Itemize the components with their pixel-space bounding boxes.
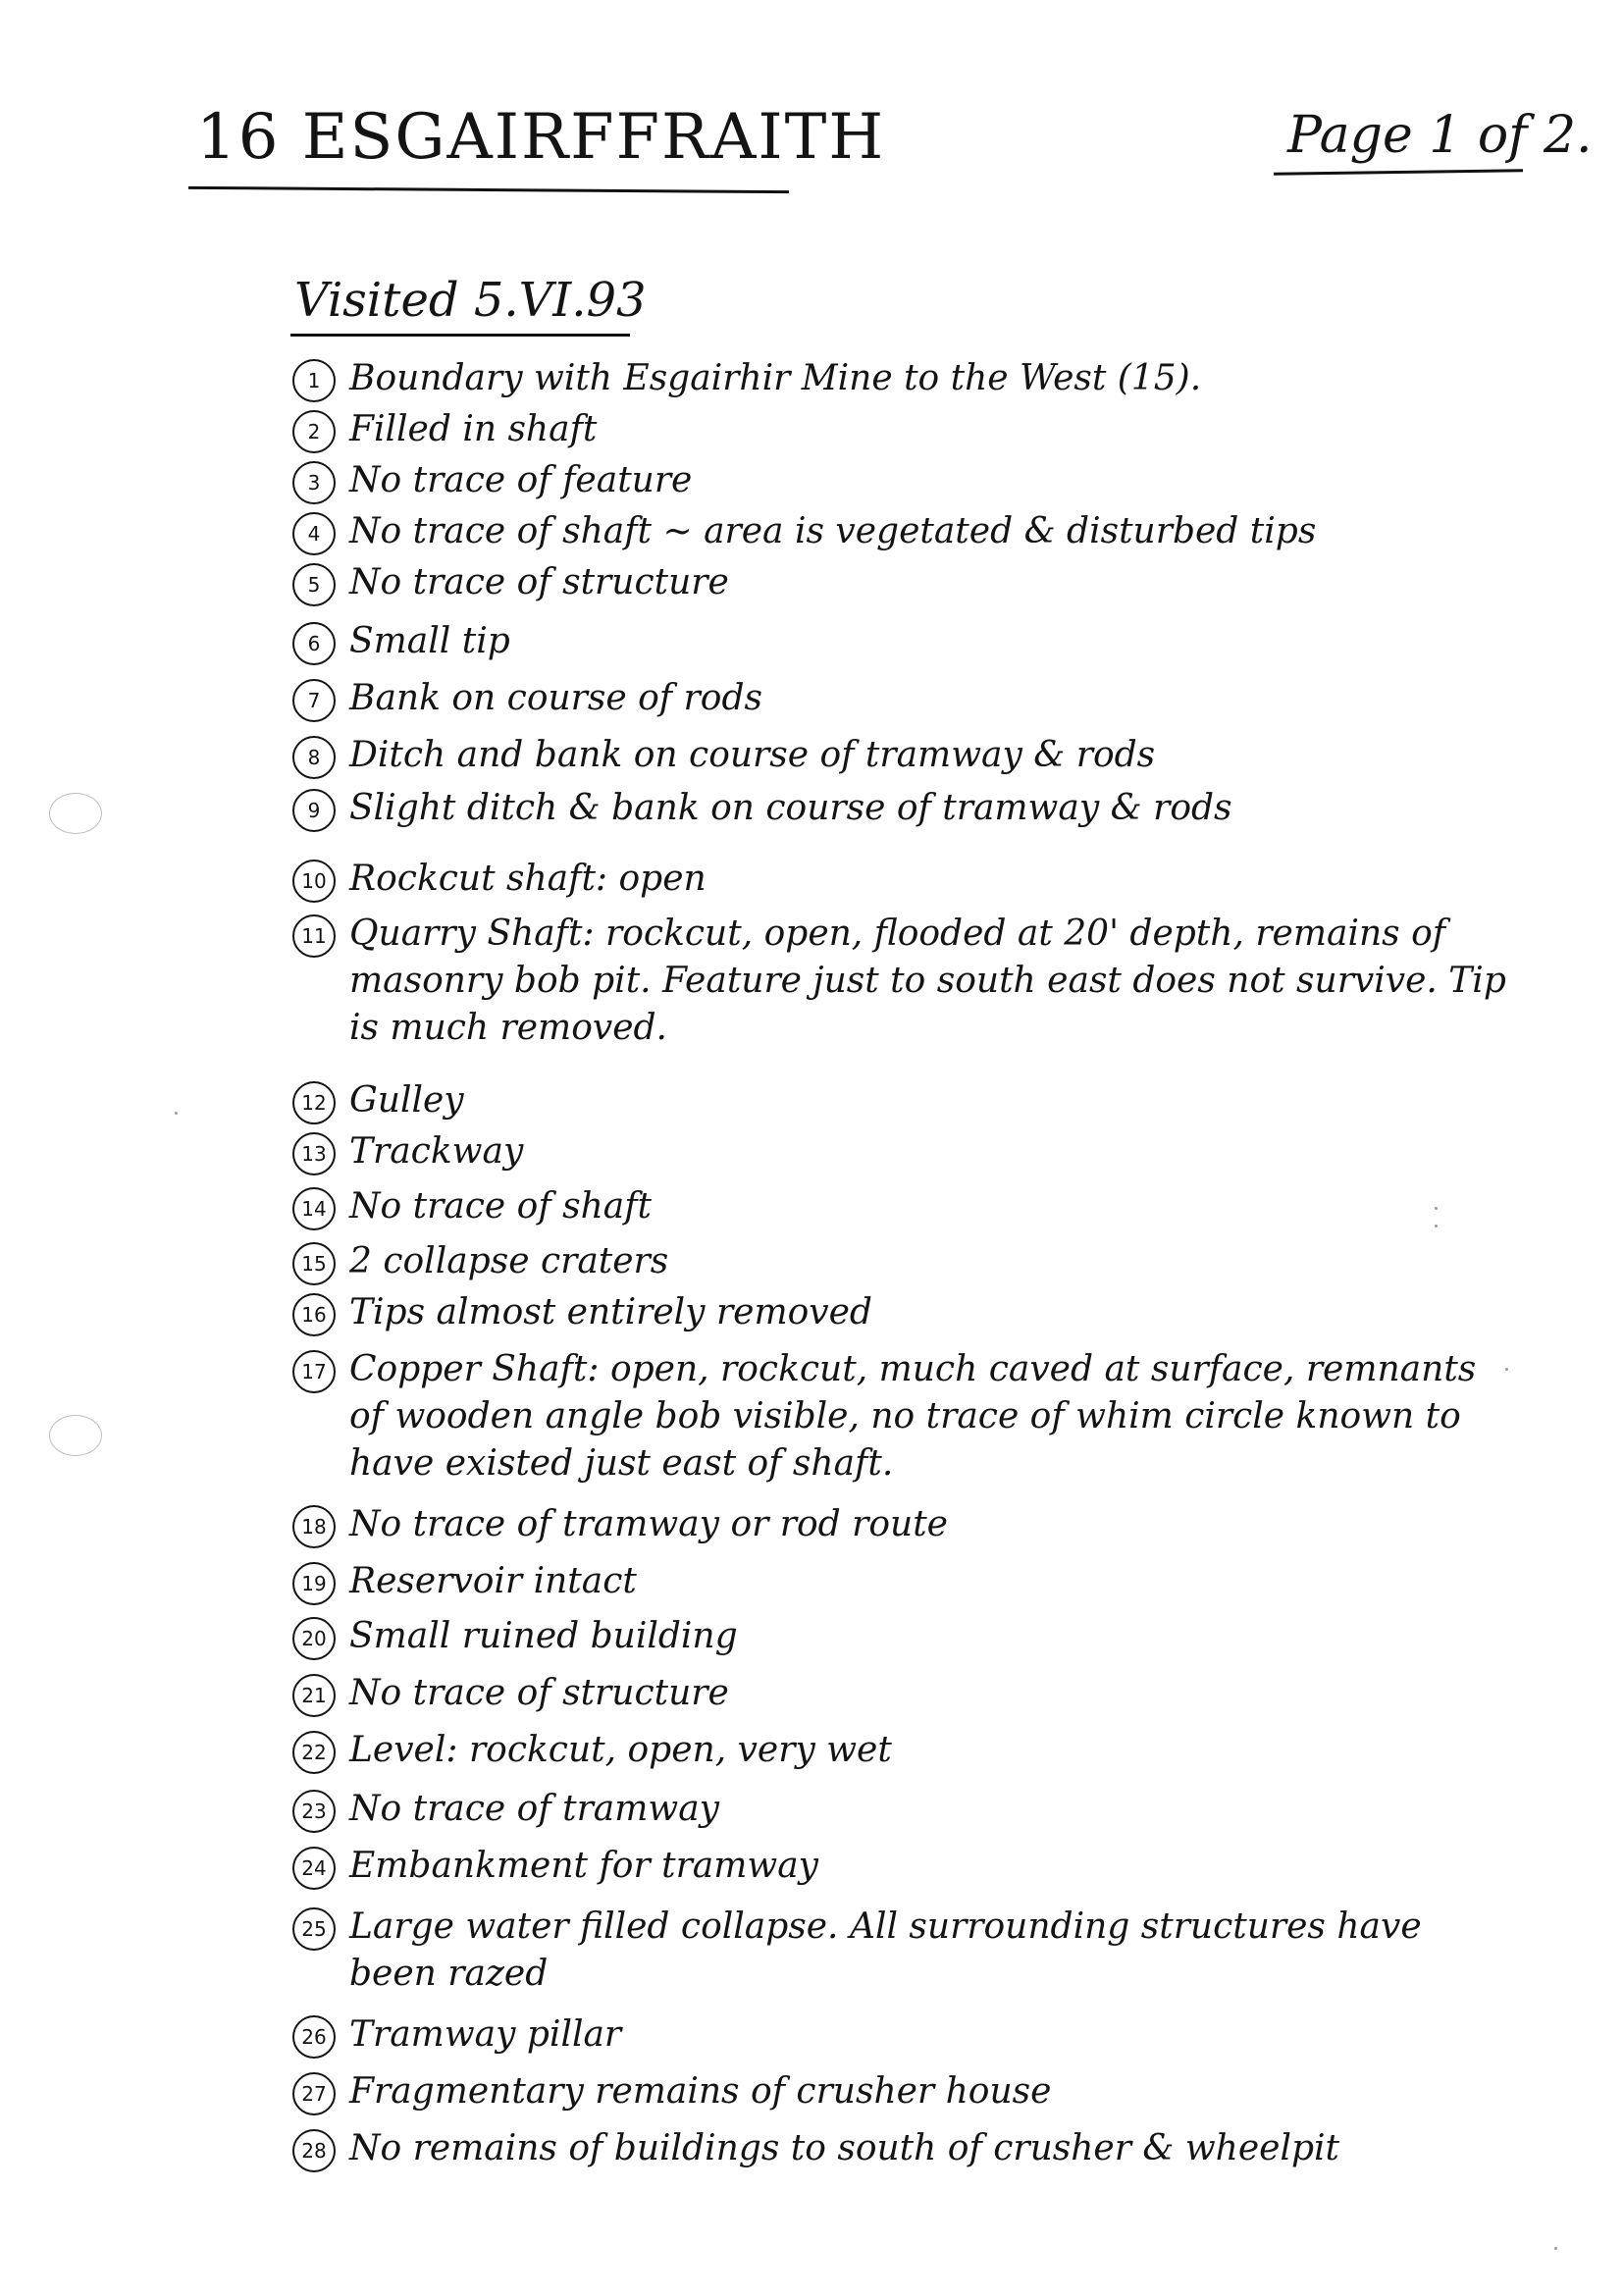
- list-item: [292, 1077, 1509, 1124]
- item-number: 25: [292, 1907, 336, 1951]
- item-text: Gulley: [349, 1080, 464, 1121]
- list-item: [292, 2011, 1509, 2059]
- item-text: Small ruined building: [349, 1616, 738, 1656]
- scan-speck: [1554, 2247, 1557, 2250]
- list-item: [292, 1238, 1509, 1285]
- item-number: 21: [292, 1674, 336, 1717]
- item-number: 20: [292, 1617, 336, 1660]
- item-number: 24: [292, 1847, 336, 1890]
- list-item: [292, 618, 1509, 665]
- item-number: 27: [292, 2072, 336, 2115]
- item-text: No remains of buildings to south of crusher & wheelpit: [349, 2128, 1340, 2168]
- scan-speck: [1505, 1368, 1508, 1371]
- item-number: 23: [292, 1790, 336, 1833]
- list-item: [292, 856, 1509, 903]
- item-number: 10: [292, 860, 336, 903]
- item-number: 11: [292, 914, 336, 958]
- list-item: [292, 2068, 1509, 2115]
- item-number: 28: [292, 2129, 336, 2172]
- item-number: 14: [292, 1187, 336, 1230]
- item-text: No trace of shaft ~ area is vegetated & disturbed tips: [349, 511, 1317, 551]
- item-text: Tips almost entirely removed: [349, 1292, 872, 1332]
- visit-date: Visited 5.VI.93: [294, 273, 647, 328]
- item-number: 3: [292, 461, 336, 504]
- item-number: 17: [292, 1350, 336, 1393]
- list-item: [292, 457, 1509, 504]
- item-text: No trace of structure: [349, 1673, 729, 1713]
- item-text: Rockcut shaft: open: [349, 859, 707, 899]
- item-text: Reservoir intact: [349, 1561, 637, 1601]
- list-item: [292, 1786, 1509, 1833]
- list-item: [292, 2125, 1509, 2172]
- item-text: Large water filled collapse. All surrounding structures have been razed: [349, 1906, 1422, 1994]
- item-text: Small tip: [349, 621, 510, 661]
- punch-hole-mark: [49, 1415, 102, 1456]
- item-text: No trace of shaft: [349, 1186, 653, 1226]
- document-title: 16 ESGAIRFFRAITH: [196, 101, 886, 174]
- item-number: 7: [292, 679, 336, 722]
- item-text: Trackway: [349, 1131, 524, 1172]
- item-number: 8: [292, 736, 336, 779]
- item-number: 26: [292, 2015, 336, 2059]
- list-item: [292, 732, 1509, 779]
- item-number: 13: [292, 1132, 336, 1175]
- list-item: [292, 1558, 1509, 1605]
- list-item: [292, 911, 1509, 1052]
- page-reference: Page 1 of 2.: [1287, 106, 1593, 165]
- item-text: No trace of tramway or rod route: [349, 1504, 948, 1544]
- item-text: Bank on course of rods: [349, 678, 762, 718]
- item-number: 2: [292, 410, 336, 453]
- list-item: [292, 1183, 1509, 1230]
- item-number: 12: [292, 1081, 336, 1124]
- item-text: Ditch and bank on course of tramway & rods: [349, 735, 1156, 775]
- list-item: [292, 785, 1509, 832]
- list-item: [292, 1613, 1509, 1660]
- scan-speck: [1435, 1207, 1438, 1210]
- list-item: [292, 508, 1509, 555]
- item-text: Embankment for tramway: [349, 1846, 819, 1886]
- item-text: Slight ditch & bank on course of tramway & rods: [349, 788, 1232, 828]
- list-item: [292, 1289, 1509, 1336]
- scan-speck: [175, 1112, 178, 1115]
- list-item: [292, 1346, 1509, 1487]
- visit-date-underline: [290, 334, 630, 337]
- list-item: [292, 1670, 1509, 1717]
- list-item: [292, 406, 1509, 453]
- list-item: [292, 675, 1509, 722]
- item-text: Level: rockcut, open, very wet: [349, 1730, 892, 1770]
- list-item: [292, 1904, 1509, 1998]
- item-number: 6: [292, 622, 336, 665]
- item-number: 18: [292, 1505, 336, 1548]
- item-number: 22: [292, 1731, 336, 1774]
- list-item: [292, 355, 1509, 402]
- item-number: 16: [292, 1293, 336, 1336]
- item-number: 5: [292, 563, 336, 606]
- item-text: No trace of structure: [349, 562, 729, 602]
- item-text: Boundary with Esgairhir Mine to the West (15).: [349, 358, 1202, 398]
- item-text: Tramway pillar: [349, 2014, 622, 2055]
- list-item: [292, 559, 1509, 606]
- item-text: 2 collapse craters: [349, 1241, 669, 1281]
- item-number: 9: [292, 789, 336, 832]
- item-text: Quarry Shaft: rockcut, open, flooded at 20' depth, remains of masonry bob pit. Feature just to south east does not survive. Tip is much removed.: [349, 913, 1506, 1048]
- item-number: 4: [292, 512, 336, 555]
- item-text: No trace of feature: [349, 460, 693, 500]
- list-item: [292, 1128, 1509, 1175]
- scan-speck: [1435, 1225, 1438, 1227]
- list-item: [292, 1727, 1509, 1774]
- item-text: Copper Shaft: open, rockcut, much caved at surface, remnants of wooden angle bob visible, no trace of whim circle known to have existed just east of shaft.: [349, 1349, 1477, 1484]
- item-text: Filled in shaft: [349, 409, 598, 449]
- page-reference-underline: [1274, 169, 1523, 176]
- title-underline: [188, 186, 789, 193]
- list-item: [292, 1843, 1509, 1890]
- item-number: 19: [292, 1562, 336, 1605]
- item-number: 15: [292, 1242, 336, 1285]
- item-text: No trace of tramway: [349, 1789, 719, 1829]
- punch-hole-mark: [49, 793, 102, 834]
- list-item: [292, 1501, 1509, 1548]
- item-number: 1: [292, 359, 336, 402]
- item-text: Fragmentary remains of crusher house: [349, 2071, 1052, 2112]
